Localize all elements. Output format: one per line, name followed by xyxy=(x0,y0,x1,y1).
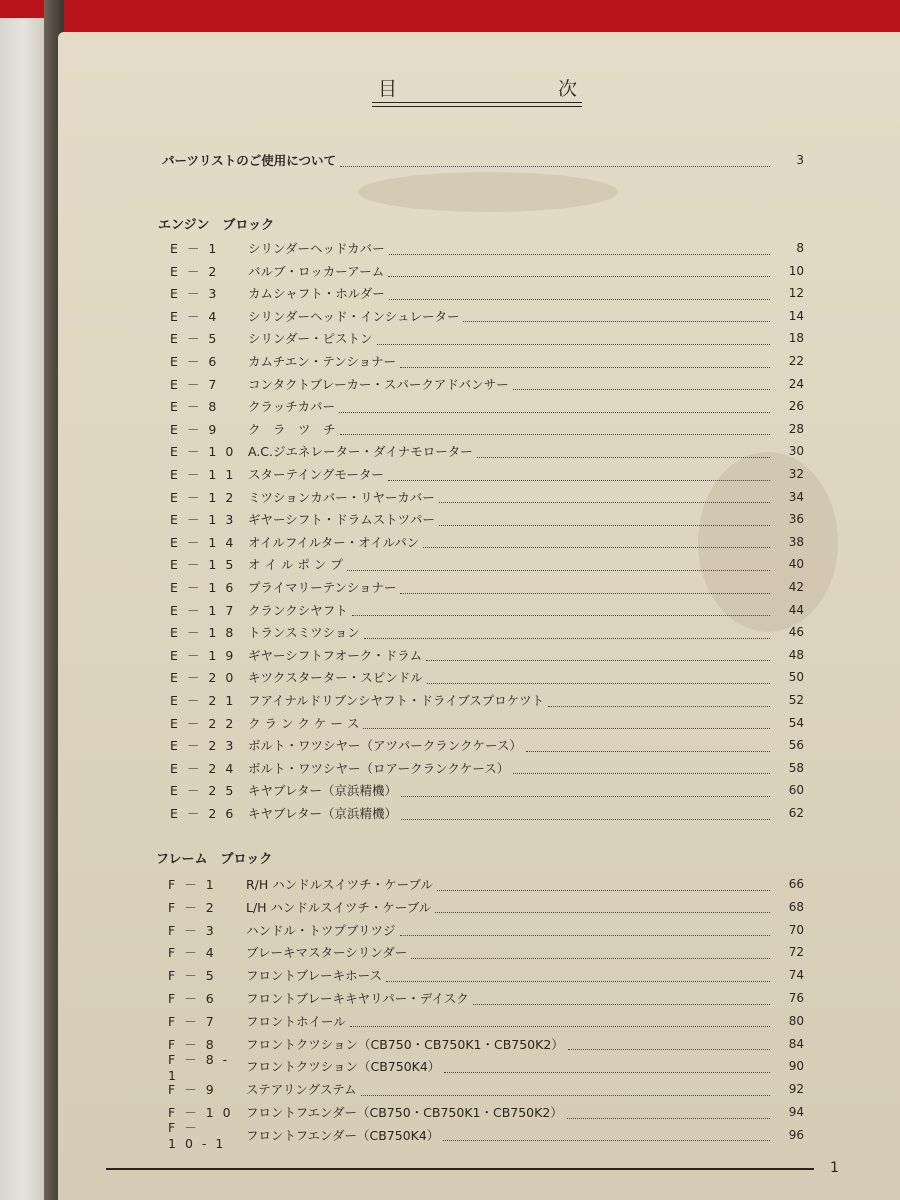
leader-dots xyxy=(423,535,770,548)
toc-page-number: 8 xyxy=(796,241,804,255)
toc-section-title: フロントブレーキホース xyxy=(246,968,383,984)
engine-toc-row[interactable] xyxy=(170,577,804,597)
leader-dots xyxy=(513,377,770,390)
toc-page-number: 58 xyxy=(788,760,804,775)
toc-section-code: F－8-1 xyxy=(168,1051,237,1083)
toc-section-title: ブレーキマスターシリンダー xyxy=(246,945,408,961)
toc-page-number: 38 xyxy=(788,534,804,549)
engine-toc-row[interactable] xyxy=(170,441,804,461)
leader-dots xyxy=(347,558,770,571)
leader-dots xyxy=(411,946,770,959)
toc-section-code: E－13 xyxy=(170,512,243,528)
leader-dots xyxy=(568,1037,770,1050)
toc-section-title: ステアリングステム xyxy=(246,1082,357,1098)
engine-toc-row[interactable] xyxy=(170,261,804,281)
toc-page-number: 48 xyxy=(788,647,804,662)
leader-dots xyxy=(439,513,770,526)
toc-page-number: 42 xyxy=(788,580,804,594)
toc-section-code: E－17 xyxy=(170,602,243,618)
toc-section-code: E－11 xyxy=(170,467,243,482)
frame-toc-row[interactable] xyxy=(168,1120,804,1152)
engine-toc-row[interactable] xyxy=(170,803,804,823)
leader-dots xyxy=(352,603,770,616)
toc-intro-label: パーツリストのご使用について xyxy=(162,153,337,168)
leader-dots xyxy=(443,1128,770,1141)
toc-page-number: 18 xyxy=(788,331,804,346)
toc-page-number: 40 xyxy=(788,557,804,572)
leader-dots xyxy=(340,422,770,435)
toc-page-number: 22 xyxy=(788,354,804,368)
toc-page-number: 28 xyxy=(788,421,804,436)
engine-toc-row[interactable] xyxy=(170,351,804,371)
toc-section-title: ギヤーシフトフオーク・ドラム xyxy=(248,647,423,663)
toc-page-number: 92 xyxy=(788,1082,804,1097)
toc-section-title: L/H ハンドルスイツチ・ケーブル xyxy=(246,899,432,915)
leader-dots xyxy=(340,154,770,167)
engine-toc-row[interactable] xyxy=(170,667,804,687)
paper-stain xyxy=(358,172,618,212)
engine-toc-row[interactable] xyxy=(170,554,804,574)
toc-section-code: E－26 xyxy=(170,806,243,821)
leader-dots xyxy=(427,671,770,684)
engine-toc-row[interactable] xyxy=(170,645,804,665)
leader-dots xyxy=(426,648,770,661)
toc-page-number: 30 xyxy=(788,444,804,459)
toc-section-code: E－8 xyxy=(170,399,226,415)
leader-dots xyxy=(350,1014,770,1027)
leader-dots xyxy=(400,581,770,594)
toc-page-number: 80 xyxy=(788,1013,804,1028)
toc-page-number: 46 xyxy=(788,625,804,640)
toc-page-number: 34 xyxy=(788,489,804,504)
frame-toc-row[interactable] xyxy=(168,1102,804,1122)
toc-section-code: E－23 xyxy=(170,738,243,754)
toc-section-title: キヤブレター（京浜精機） xyxy=(248,783,398,799)
toc-page-number: 10 xyxy=(788,263,804,278)
leader-dots xyxy=(513,761,770,774)
toc-section-code: E－10 xyxy=(170,444,243,460)
toc-section-title: フロントフエンダー（CB750K4） xyxy=(246,1127,440,1143)
toc-page-number: 94 xyxy=(788,1105,804,1119)
toc-section-title: キヤブレター（京浜精機） xyxy=(248,806,398,821)
leader-dots xyxy=(339,400,770,413)
leader-dots xyxy=(548,694,770,707)
toc-page-number: 44 xyxy=(788,602,804,617)
toc-page-number: 56 xyxy=(788,738,804,753)
toc-section-title: バルブ・ロッカーアーム xyxy=(248,263,385,279)
leader-dots xyxy=(463,309,770,322)
engine-toc-row[interactable] xyxy=(170,328,804,348)
toc-page-number: 68 xyxy=(788,899,804,914)
frame-toc-row[interactable] xyxy=(168,1011,804,1031)
engine-toc-row[interactable] xyxy=(170,713,804,733)
engine-toc-row[interactable] xyxy=(170,758,804,778)
toc-page-number: 36 xyxy=(788,512,804,527)
leader-dots xyxy=(389,287,770,300)
leader-dots xyxy=(435,900,770,913)
leader-dots xyxy=(477,445,770,458)
leader-dots xyxy=(361,1083,770,1096)
toc-section-code: F－4 xyxy=(168,945,223,961)
engine-toc-row[interactable] xyxy=(170,283,804,303)
toc-page-number: 54 xyxy=(788,715,804,730)
frame-toc-row[interactable] xyxy=(168,1051,804,1083)
leader-dots xyxy=(400,355,770,368)
toc-section-code: F－10-1 xyxy=(168,1120,233,1152)
toc-page-number: 72 xyxy=(788,945,804,960)
toc-section-title: ミツションカバー・リヤーカバー xyxy=(248,489,435,505)
frame-toc-row[interactable] xyxy=(168,920,804,940)
toc-section-title: フロントクツション（CB750K4） xyxy=(246,1059,441,1075)
toc-section-code: E－16 xyxy=(170,580,243,595)
leader-dots xyxy=(401,807,770,820)
frame-toc-row[interactable] xyxy=(168,1079,804,1099)
frame-toc-row[interactable] xyxy=(168,988,804,1008)
toc-section-title: クラッチカバー xyxy=(248,399,336,415)
toc-section-code: F－1 xyxy=(168,877,223,892)
toc-section-code: F－9 xyxy=(168,1082,223,1098)
toc-section-code: E－21 xyxy=(170,693,243,708)
toc-intro-page: 3 xyxy=(796,153,804,167)
engine-toc-row[interactable] xyxy=(170,600,804,620)
toc-section-title: シリンダーヘッドカバー xyxy=(248,241,385,256)
toc-section-title: カムシャフト・ホルダー xyxy=(248,286,385,302)
frame-toc-row[interactable] xyxy=(168,1034,804,1054)
toc-section-code: E－22 xyxy=(170,715,243,731)
toc-section-code: F－2 xyxy=(168,899,223,915)
leader-dots xyxy=(473,992,770,1005)
toc-section-code: E－5 xyxy=(170,331,226,347)
toc-page-number: 66 xyxy=(788,877,804,891)
toc-page-number: 90 xyxy=(788,1059,804,1074)
toc-section-code: F－6 xyxy=(168,991,223,1006)
toc-page-number: 84 xyxy=(788,1036,804,1051)
leader-dots xyxy=(386,969,770,982)
page-number: 1 xyxy=(830,1160,839,1176)
toc-section-title: スターテイングモーター xyxy=(248,467,384,482)
toc-section-code: E－12 xyxy=(170,489,243,505)
toc-section-code: E－15 xyxy=(170,557,243,573)
engine-toc-row[interactable] xyxy=(170,464,804,484)
toc-section-title: ク ラ ツ チ xyxy=(248,421,336,437)
leader-dots xyxy=(526,739,770,752)
title-left-char: 目 xyxy=(378,78,400,100)
toc-page xyxy=(58,32,900,1200)
toc-page-number: 52 xyxy=(788,693,804,707)
toc-section-code: E－4 xyxy=(170,308,226,324)
toc-section-title: ボルト・ワツシヤー（アツパークランクケース） xyxy=(248,738,522,754)
toc-section-title: キツクスターター・スピンドル xyxy=(248,670,423,686)
toc-section-code: F－5 xyxy=(168,968,223,984)
toc-intro-row[interactable] xyxy=(162,150,804,170)
toc-page-number: 70 xyxy=(788,922,804,937)
toc-section-title: ハンドル・トツプブリツジ xyxy=(246,922,396,938)
leader-dots xyxy=(401,784,770,797)
frame-toc-row[interactable] xyxy=(168,942,804,962)
engine-toc-row[interactable] xyxy=(170,622,804,642)
title-underline xyxy=(372,106,582,107)
toc-section-code: F－8 xyxy=(168,1036,223,1052)
toc-section-code: E－1 xyxy=(170,241,226,256)
leader-dots xyxy=(400,923,770,936)
toc-page-number: 50 xyxy=(788,670,804,685)
engine-toc-row[interactable] xyxy=(170,487,804,507)
frame-toc-row[interactable] xyxy=(168,874,804,894)
toc-page-number: 14 xyxy=(788,308,804,323)
toc-page-number: 12 xyxy=(788,286,804,301)
engine-toc-row[interactable] xyxy=(170,690,804,710)
toc-section-code: E－7 xyxy=(170,376,226,392)
toc-section-code: E－14 xyxy=(170,534,243,550)
engine-toc-row[interactable] xyxy=(170,532,804,552)
toc-section-code: E－9 xyxy=(170,421,226,437)
toc-section-code: E－18 xyxy=(170,625,243,641)
frame-toc-row[interactable] xyxy=(168,897,804,917)
toc-page-number: 24 xyxy=(788,376,804,391)
toc-section-title: トランスミツション xyxy=(248,625,360,641)
leader-dots xyxy=(388,264,770,277)
toc-section-title: R/H ハンドルスイツチ・ケーブル xyxy=(246,877,434,892)
toc-section-code: F－3 xyxy=(168,922,223,938)
toc-section-title: フアイナルドリブンシヤフト・ドライブスプロケツト xyxy=(248,693,545,708)
engine-toc-row[interactable] xyxy=(170,238,804,258)
toc-section-code: E－25 xyxy=(170,783,243,799)
title-underline xyxy=(372,102,582,103)
toc-section-title: ボルト・ワツシヤー（ロアークランクケース） xyxy=(248,760,510,776)
toc-section-code: E－24 xyxy=(170,760,243,776)
toc-section-title: フロントフエンダー（CB750・CB750K1・CB750K2） xyxy=(246,1105,563,1120)
toc-section-code: E－20 xyxy=(170,670,243,686)
leader-dots xyxy=(567,1106,770,1119)
engine-toc-row[interactable] xyxy=(170,374,804,394)
toc-page-number: 76 xyxy=(788,991,804,1005)
toc-section-title: カムチエン・テンショナー xyxy=(248,354,397,369)
toc-page-number: 96 xyxy=(788,1127,804,1142)
leader-dots xyxy=(363,716,770,729)
engine-toc-row[interactable] xyxy=(170,419,804,439)
toc-section-code: E－6 xyxy=(170,354,226,369)
leader-dots xyxy=(377,332,770,345)
toc-section-title: フロントホイール xyxy=(246,1013,346,1029)
toc-section-title: ク ラ ン ク ケ ー ス xyxy=(248,715,360,731)
toc-section-title: クランクシヤフト xyxy=(248,602,348,618)
engine-toc-row[interactable] xyxy=(170,780,804,800)
toc-section-title: シリンダーヘッド・インシュレーター xyxy=(248,308,460,324)
engine-toc-row[interactable] xyxy=(170,509,804,529)
toc-section-title: オイルフイルター・オイルパン xyxy=(248,534,420,550)
leader-dots xyxy=(444,1060,770,1073)
engine-toc-row[interactable] xyxy=(170,396,804,416)
toc-section-code: E－3 xyxy=(170,286,226,302)
leader-dots xyxy=(437,878,770,891)
toc-page-number: 60 xyxy=(788,783,804,798)
engine-toc-row[interactable] xyxy=(170,735,804,755)
toc-section-title: オ イ ル ポ ン プ xyxy=(248,557,343,573)
toc-section-title: プライマリーテンショナー xyxy=(248,580,397,595)
frame-block-heading: フレーム ブロック xyxy=(156,852,273,867)
frame-toc-row[interactable] xyxy=(168,965,804,985)
toc-page-number: 32 xyxy=(788,467,804,481)
toc-section-code: E－2 xyxy=(170,263,226,279)
toc-page-number: 62 xyxy=(788,806,804,820)
toc-section-title: ギヤーシフト・ドラムストツパー xyxy=(248,512,435,528)
engine-block-heading: エンジン ブロック xyxy=(158,218,275,233)
toc-page-number: 26 xyxy=(788,399,804,414)
leader-dots xyxy=(388,468,770,481)
leader-dots xyxy=(364,626,770,639)
toc-section-title: フロントクツション（CB750・CB750K1・CB750K2） xyxy=(246,1036,564,1052)
bottom-rule xyxy=(106,1168,814,1170)
toc-section-title: シリンダー・ピストン xyxy=(248,331,373,347)
toc-section-title: フロントブレーキキヤリパー・デイスク xyxy=(246,991,469,1006)
title-right-char: 次 xyxy=(558,78,580,100)
leader-dots xyxy=(389,242,770,255)
engine-toc-row[interactable] xyxy=(170,306,804,326)
toc-section-code: F－7 xyxy=(168,1013,223,1029)
toc-section-code: E－19 xyxy=(170,647,243,663)
toc-section-title: コンタクトブレーカー・スパークアドバンサー xyxy=(248,376,509,392)
toc-section-code: F－10 xyxy=(168,1105,240,1120)
toc-section-title: A.C.ジエネレーター・ダイナモローター xyxy=(248,444,473,460)
leader-dots xyxy=(439,490,770,503)
toc-page-number: 74 xyxy=(788,968,804,983)
